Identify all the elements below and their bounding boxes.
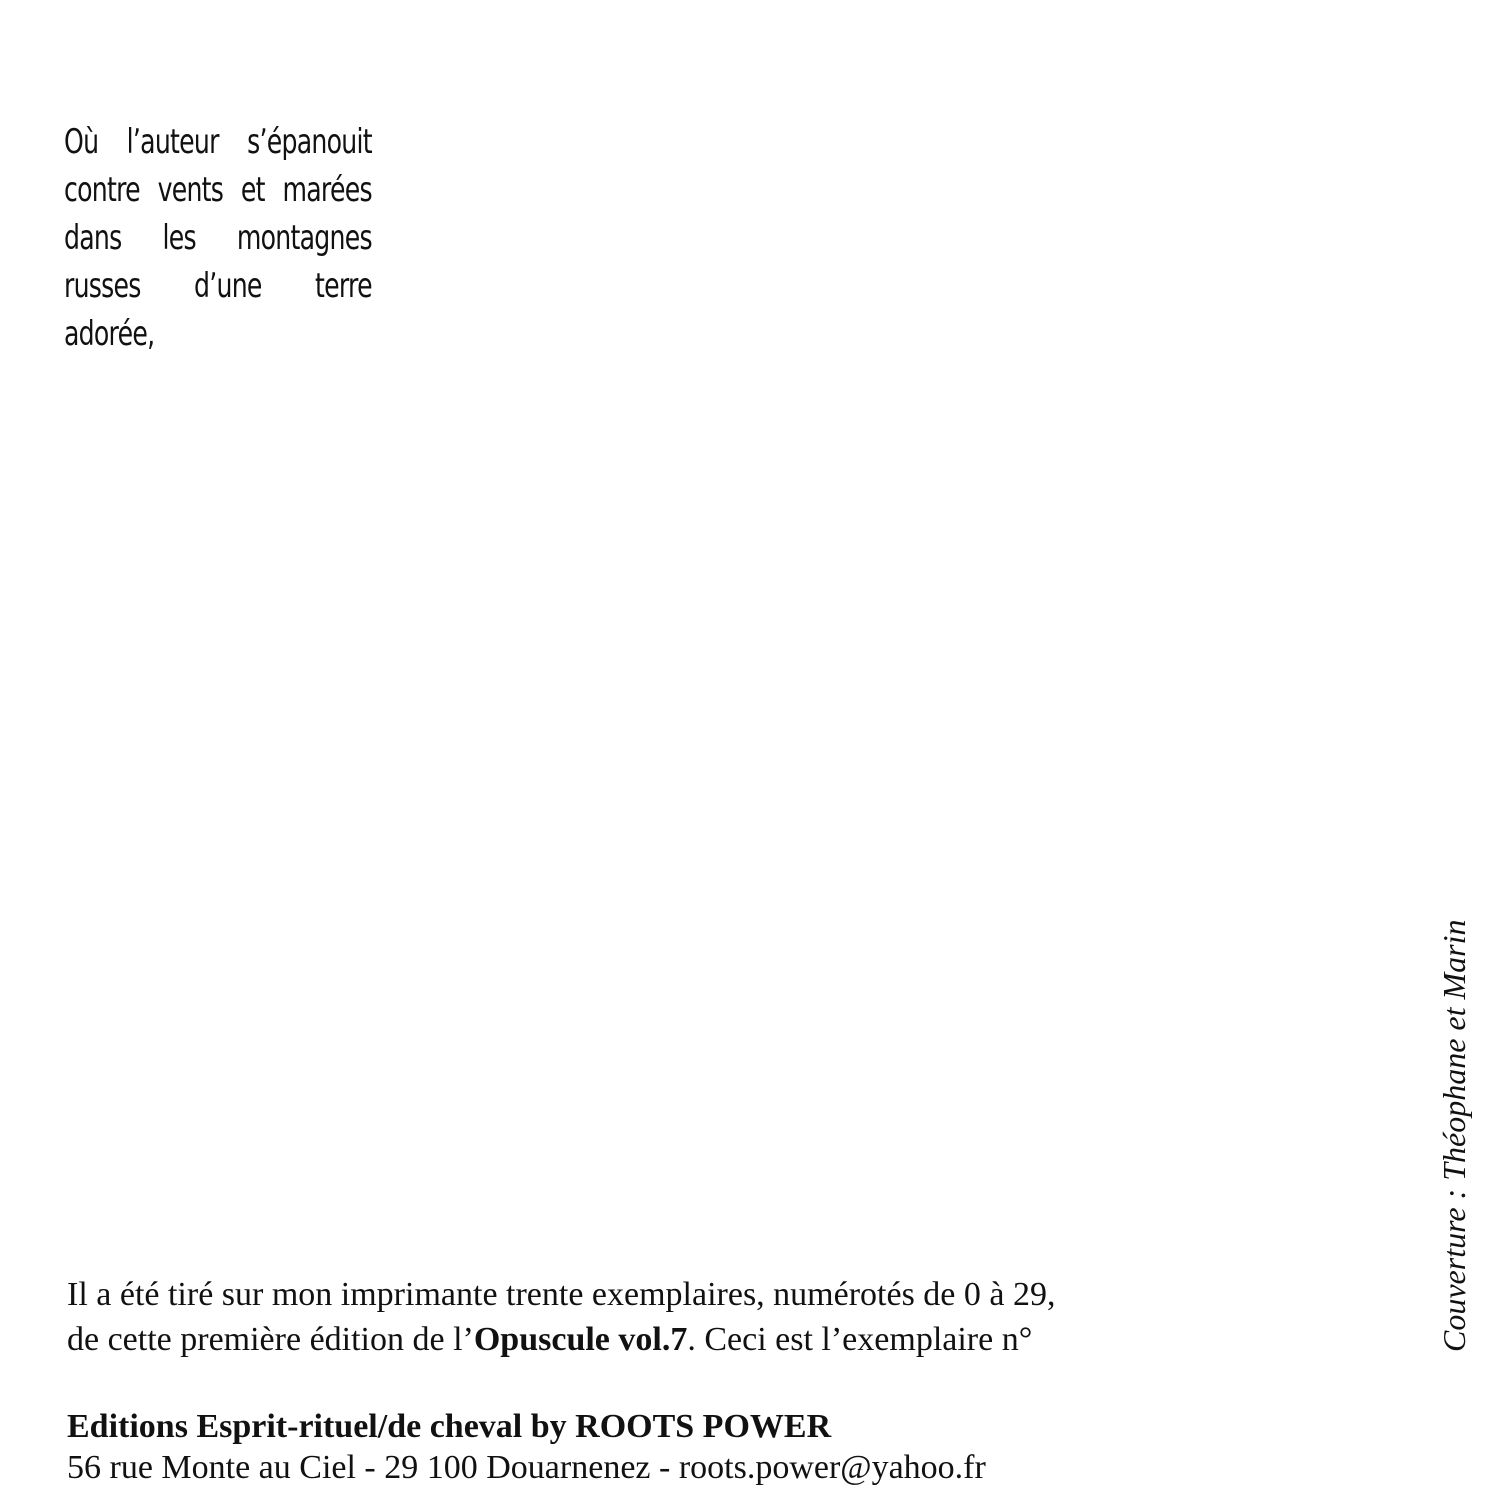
publisher-address: 56 rue Monte au Ciel - 29 100 Douarnenez - roots.power@yahoo.fr xyxy=(67,1449,986,1486)
poem-line-4: russes d’une terre xyxy=(64,266,372,306)
colophon-line-1: Il a été tiré sur mon imprimante trente exemplaires, numérotés de 0 à 29, xyxy=(67,1276,1056,1313)
poem-line-2: contre vents et marées xyxy=(64,170,372,210)
poem-line-1: Où l’auteur s’épanouit xyxy=(64,122,372,162)
poem-line-5: adorée, xyxy=(64,314,155,354)
colophon-line-2 xyxy=(67,1317,1267,1362)
colophon-line-2-suffix: . Ceci est l’exemplaire n° xyxy=(687,1321,1033,1358)
poem-block xyxy=(64,118,372,358)
colophon-paragraph xyxy=(67,1272,1267,1362)
poem-line-3: dans les montagnes xyxy=(64,218,372,258)
book-title: Opuscule vol.7 xyxy=(473,1321,688,1358)
publisher-block xyxy=(67,1406,1267,1488)
colophon-line-2-prefix: de cette première édition de l’ xyxy=(67,1321,474,1358)
publisher-name: Editions Esprit-rituel/de cheval by ROOTS POWER xyxy=(67,1408,832,1445)
cover-credit: Couverture : Théophane et Marin xyxy=(1436,919,1472,1352)
